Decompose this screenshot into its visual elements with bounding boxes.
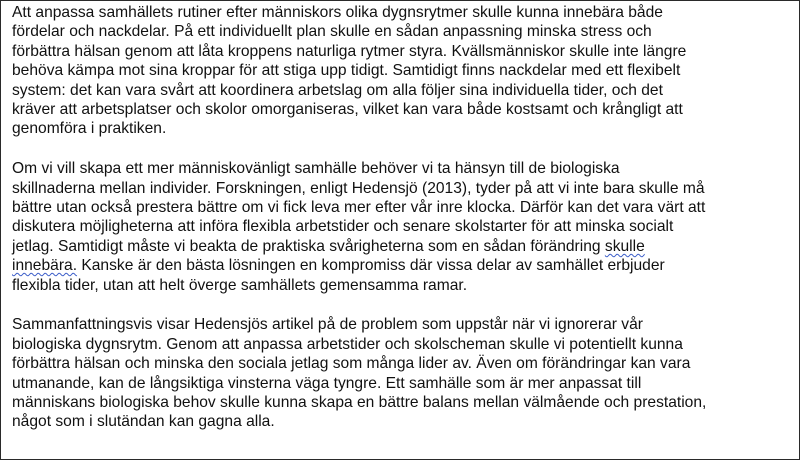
- text-line: Om vi vill skapa ett mer människovänligt samhälle behöver vi ta hänsyn till de biologiska: [12, 160, 620, 178]
- text-line: bättre utan också prestera bättre om vi fick leva mer efter vår inre klocka. Därför kan det vara värt att: [12, 199, 706, 217]
- text-line: något som i slutändan kan gagna alla.: [12, 413, 275, 431]
- document-body[interactable]: [12, 3, 798, 452]
- text-line: behöva kämpa mot sina kroppar för att stiga upp tidigt. Samtidigt finns nackdelar med ett flexibelt: [12, 62, 681, 80]
- text-line: fördelar och nackdelar. På ett individuellt plan skulle en sådan anpassning minska stress och: [12, 23, 652, 41]
- text-line: system: det kan vara svårt att koordinera arbetslag om alla följer sina individuella tider, och det: [12, 81, 663, 99]
- text-fragment: Kanske är den bästa lösningen en kompromiss där vissa delar av samhället erbjuder: [77, 257, 665, 275]
- text-line: förbättra hälsan och minska den sociala jetlag som många lider av. Även om förändringar kan vara: [12, 355, 691, 373]
- text-line: diskutera möjligheterna att införa flexibla arbetstider och senare skolstarter för att minska socialt: [12, 218, 674, 236]
- text-line: skillnaderna mellan individer. Forskningen, enligt Hedensjö (2013), tyder på att vi inte bara skulle må: [12, 179, 705, 197]
- text-line: kräver att arbetsplatser och skolor omorganiseras, vilket kan vara både kostsamt och krångligt att: [12, 100, 683, 118]
- text-line-with-spellcheck: [12, 237, 798, 256]
- spellcheck-flagged-word[interactable]: innebära.: [12, 257, 78, 275]
- text-line: flexibla tider, utan att helt överge samhällets gemensamma ramar.: [12, 276, 468, 294]
- text-line: biologiska dygnsrytm. Genom att anpassa arbetstider och skolscheman skulle vi potentiellt kunna: [12, 335, 683, 353]
- text-line: människans biologiska behov skulle kunna skapa en bättre balans mellan välmående och prestation,: [12, 394, 707, 412]
- paragraph-3: [12, 315, 798, 431]
- paragraph-1: [12, 3, 798, 139]
- paragraph-2: [12, 159, 798, 295]
- text-line: förbättra hälsan genom att låta kroppens naturliga rytmer styra. Kvällsmänniskor skulle inte längre: [12, 42, 687, 60]
- text-line: utmanande, kan de långsiktiga vinsterna väga tyngre. Ett samhälle som är mer anpassat till: [12, 374, 642, 392]
- text-line: genomföra i praktiken.: [12, 120, 167, 138]
- text-line-with-spellcheck: [12, 256, 798, 275]
- spellcheck-flagged-word[interactable]: skulle: [604, 237, 645, 255]
- text-line: Att anpassa samhällets rutiner efter människors olika dygnsrytmer skulle kunna innebära både: [12, 4, 663, 21]
- text-fragment: jetlag. Samtidigt måste vi beakta de praktiska svårigheterna som en sådan förändring: [12, 237, 605, 255]
- text-line: Sammanfattningsvis visar Hedensjös artikel på de problem som uppstår när vi ignorerar vår: [12, 316, 643, 334]
